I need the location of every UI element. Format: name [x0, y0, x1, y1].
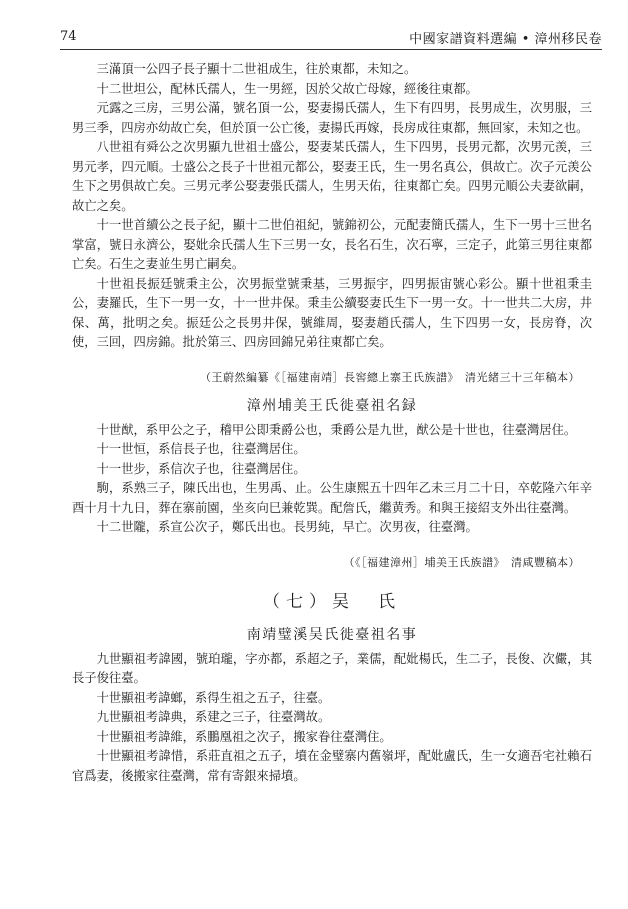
paragraph: 十二世坦公，配林氏孺人，生一男經，因於父故亡母嫁，經後往東都。	[96, 81, 478, 96]
paragraph: 十世猷，系甲公之子，稽甲公即秉爵公也，秉爵公是九世，猷公是十世也，往臺灣居住。	[96, 422, 577, 437]
source-citation: （王蔚然編纂《［福建南靖］長窖總上寨王氏族譜》 清光緒三十三年稿本）	[200, 370, 580, 384]
section-wang-changjiao	[72, 60, 592, 387]
paragraph: 十世顯祖考諱螂，系得生祖之五子，往臺。	[96, 690, 331, 705]
paragraph: 十二世隴，系宣公次子，鄭氏出也。長男純，早亡。次男夜，往臺灣。	[96, 520, 478, 534]
section-title: 漳州埔美王氏徙臺祖名録	[246, 397, 418, 414]
paragraph: 十一世恒，系信長子也，往臺灣居住。	[96, 442, 306, 456]
page-body	[72, 60, 592, 786]
section-wang-pumei	[72, 395, 592, 572]
paragraph: 九世顯祖考諱典，系建之三子，往臺灣故。	[96, 710, 331, 724]
source-citation: （《［福建漳州］埔美王氏族譜》 清咸豐稿本）	[343, 555, 580, 569]
section-wu-bixi	[72, 624, 592, 787]
page-header	[60, 27, 602, 49]
header-rule	[60, 49, 602, 50]
paragraph: 八世祖有舜公之次男顯九世祖士盛公，娶妻某氏孺人，生下四男，長男元都，次男元羡，三男元孝，四元順。士盛公之長子十世祖元都公，娶妻王氏，生一男名真公，俱故亡。次子元羡公生下之男俱故亡矣。三男元孝公娶妻張氏孺人，生男天佑，往東都亡矣。四男元順公夫妻欲嗣，故亡之矣。	[72, 140, 592, 213]
paragraph: 元露之三房，三男公滿，號名頂一公，娶妻揚氏孺人，生下有四男，長男成生，次男服，三男三季，四房亦幼故亡矣，但於頂一公亡後，妻揚氏再嫁，長房成往東都，無回家，未知之也。	[72, 101, 592, 135]
paragraph: 十世顯祖考諱惜，系莊直祖之五子，墳在金璧寨内舊嶺坪，配妣盧氏，生一女適吾宅社賴石官爲妻，後搬家往臺灣，常有寄銀來掃墳。	[72, 749, 592, 783]
paragraph: 十一世首續公之長子紀，顯十二世伯祖紀，號錦初公，元配妻簡氏孺人，生下一男十三世名掌富，號日永濟公，娶妣余氏孺人生下三男一女，長名石生，次石寧，三定子，此第三男往東都亡矣。石生之妻並生男亡嗣矣。	[72, 218, 592, 271]
paragraph: 三滿頂一公四子長子顯十二世祖成生，往於東都，未知之。	[96, 62, 417, 76]
paragraph: 十世顯祖考諱維，系鵬凰祖之次子，搬家眷往臺灣住。	[96, 729, 392, 744]
paragraph: 九世顯祖考諱國，號珀瓏，字亦都，系超之子，業儒，配妣楊氏，生二子，長俊、次儼，其長子俊往臺。	[72, 651, 592, 685]
running-title: 中國家譜資料選編 • 漳州移民卷	[409, 32, 602, 47]
paragraph: 十世祖長振廷號秉主公，次男振堂號秉基，三男振宇，四男振宙號心彩公。顯十世祖秉圭公，妻羅氏，生下一男一女，十一世井保。秉圭公續娶妻氏生下一男一女。十一世共二大房，井保、萬，批明之矣。振廷公之長男井保，號維周，娶妻趙氏孺人，生下四男一女，長房脊，次使，三回，四房錦。批於第三、四房回錦兄弟往東都亡矣。	[72, 276, 592, 349]
section-title: 南靖璧溪吴氏徙臺祖名事	[246, 626, 418, 643]
clan-heading: （七）吴 氏	[263, 591, 401, 612]
paragraph: 駒，系熟三子，陳氏出也，生男禹、止。公生康熙五十四年乙未三月二十日，卒乾隆六年辛酉十月十九日，葬在寨前園，坐亥向巳兼乾巽。配詹氏，繼黄秀。和與王接紹支外出往臺灣。	[72, 481, 592, 515]
paragraph: 十一世步，系信次子也，往臺灣居住。	[96, 461, 306, 476]
page-number: 74	[60, 29, 77, 44]
